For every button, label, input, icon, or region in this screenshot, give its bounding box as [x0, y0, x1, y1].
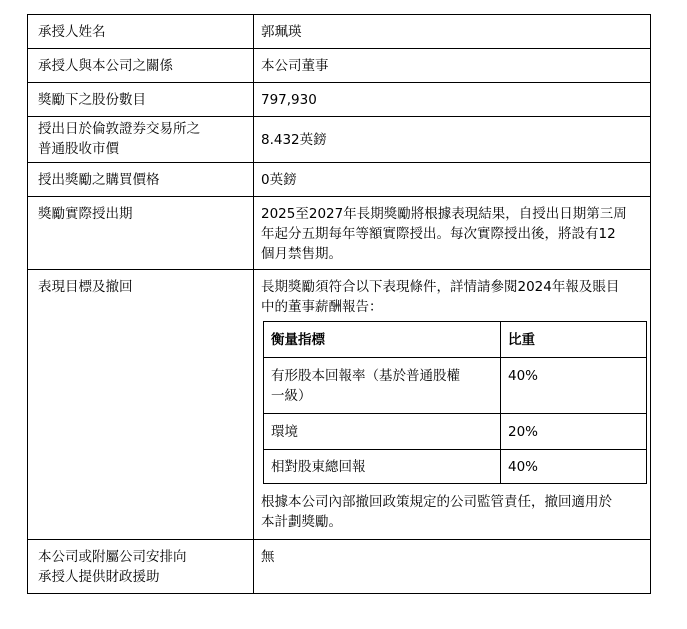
- performance-label: 表現目標及撤回: [38, 279, 133, 295]
- table-row: [264, 414, 647, 450]
- purchase-price-value: 0英鎊: [261, 172, 297, 188]
- metric-rotce: 有形股本回報率（基於普通股權 一級）: [264, 358, 501, 414]
- value-market-price: [254, 117, 651, 163]
- row-financial-assistance: [28, 540, 651, 594]
- value-financial-assistance: [254, 540, 651, 594]
- row-vesting-period: [28, 197, 651, 270]
- row-market-price: [28, 117, 651, 163]
- label-financial-assistance: [28, 540, 254, 594]
- label-grantee-name: [28, 15, 254, 49]
- label-relationship: [28, 49, 254, 83]
- relationship-label: 承授人與本公司之關係: [38, 58, 173, 74]
- financial-assistance-label-line1: 本公司或附屬公司安排向: [38, 549, 187, 565]
- share-count-value: 797,930: [261, 92, 317, 108]
- vesting-period-line2: 年起分五期每年等額實際授出。每次實際授出後，將設有12: [261, 226, 616, 242]
- label-share-count: [28, 83, 254, 117]
- grantee-name-value: 郭珮瑛: [261, 24, 302, 40]
- vesting-period-label: 獎勵實際授出期: [38, 206, 133, 222]
- row-relationship: [28, 49, 651, 83]
- row-grantee-name: [28, 15, 651, 49]
- value-vesting-period: [254, 197, 651, 270]
- market-price-label-line1: 授出日於倫敦證券交易所之: [38, 121, 200, 137]
- value-share-count: [254, 83, 651, 117]
- row-performance: [28, 270, 651, 540]
- label-market-price: [28, 117, 254, 163]
- vesting-period-line1: 2025至2027年長期獎勵將根據表現結果，自授出日期第三周: [261, 206, 627, 222]
- value-relationship: [254, 49, 651, 83]
- financial-assistance-label-line2: 承授人提供財政援助: [38, 569, 160, 585]
- clawback-line1: 根據本公司內部撤回政策規定的公司監管責任，撤回適用於: [261, 494, 612, 510]
- table-row: [264, 358, 647, 414]
- clawback-line2: 本計劃獎勵。: [261, 514, 342, 530]
- market-price-value: 8.432英鎊: [261, 131, 327, 148]
- performance-intro-line2: 中的董事薪酬報告：: [261, 299, 383, 315]
- value-grantee-name: [254, 15, 651, 49]
- metrics-header-weight: 比重: [501, 322, 647, 358]
- label-vesting-period: [28, 197, 254, 270]
- metrics-header-metric: 衡量指標: [264, 322, 501, 358]
- market-price-label-line2: 普通股收市價: [38, 141, 119, 157]
- purchase-price-label: 授出獎勵之購買價格: [38, 172, 160, 188]
- relationship-value: 本公司董事: [261, 58, 329, 74]
- weight-tsr: 40%: [501, 450, 647, 484]
- label-purchase-price: [28, 163, 254, 197]
- metrics-header-row: [264, 322, 647, 358]
- share-count-label: 獎勵下之股份數目: [38, 92, 146, 108]
- metric-tsr: 相對股東總回報: [264, 450, 501, 484]
- table-row: [264, 450, 647, 484]
- row-purchase-price: [28, 163, 651, 197]
- grant-details-table: [27, 14, 651, 594]
- vesting-period-line3: 個月禁售期。: [261, 246, 342, 262]
- performance-intro-line1: 長期獎勵須符合以下表現條件，詳情請參閱2024年報及賬目: [261, 279, 620, 295]
- value-performance: [254, 270, 651, 540]
- value-purchase-price: [254, 163, 651, 197]
- grantee-name-label: 承授人姓名: [38, 24, 106, 40]
- label-performance: [28, 270, 254, 540]
- weight-rotce: 40%: [501, 358, 647, 414]
- metric-environment: 環境: [264, 414, 501, 450]
- performance-metrics-table: [263, 321, 647, 484]
- row-share-count: [28, 83, 651, 117]
- financial-assistance-value: 無: [261, 549, 275, 565]
- weight-environment: 20%: [501, 414, 647, 450]
